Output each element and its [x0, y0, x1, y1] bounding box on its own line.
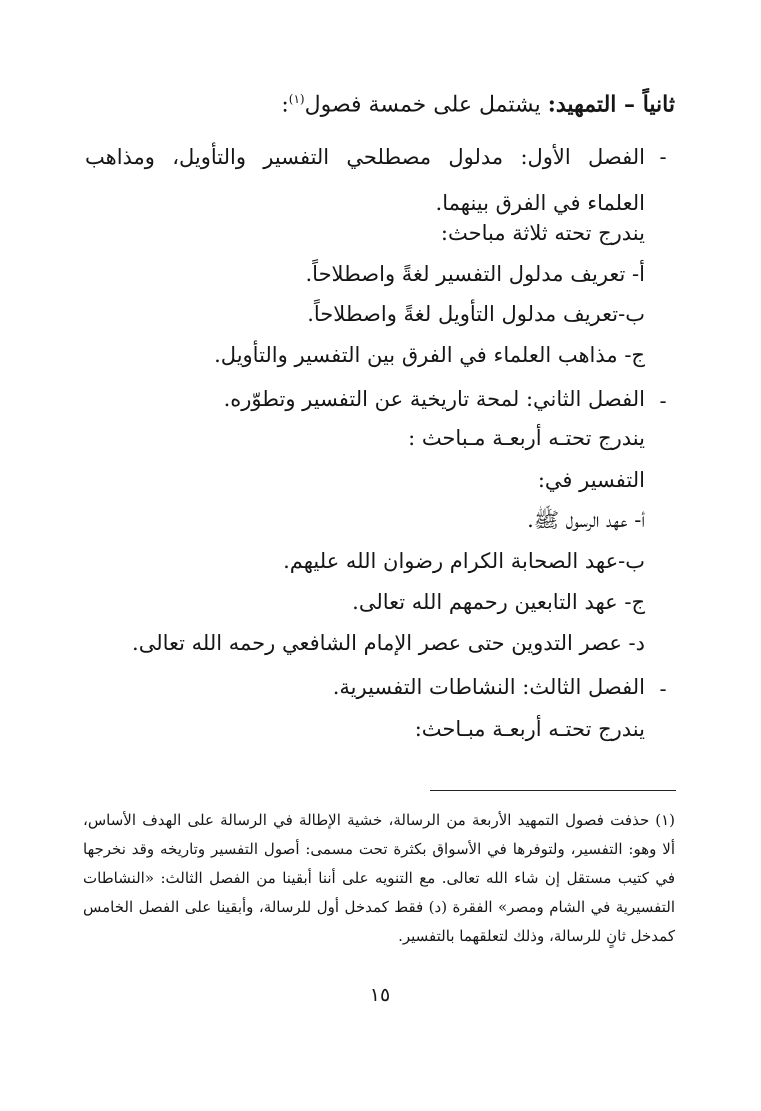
chapter2-item-d: د- عصر التدوين حتى عصر الإمام الشافعي رحمه الله تعالى. — [132, 631, 645, 655]
chapter1-dash: - — [659, 145, 667, 169]
chapter2-item-a: أ- عهد الرسول ﷺ. — [527, 508, 645, 532]
chapter1-intro: يندرج تحته ثلاثة مباحث: — [440, 221, 645, 245]
section-heading — [281, 84, 675, 120]
footnote-text: حذفت فصول التمهيد الأربعة من الرسالة، خشية الإطالة في الرسالة على الهدف الأساس، ألا وهو: التفسير، ولتوفرها في الأسواق بكثرة تحت مسمى: أصول التفسير وتاريخه وقد نخرجها في كتيب مستقل إن شاء الله تعالى. مع التنويه على أننا أبقينا من الفصل الثالث: «النشاطات التفسيرية في الشام ومصر» الفقرة (د) فقط كمدخل أول للرسالة، وأبقينا على الفصل الخامس كمدخل ثانٍ للرسالة، وذلك لتعلقهما بالتفسير. — [83, 811, 675, 945]
chapter1-item-a: أ- تعريف مدلول التفسير لغةً واصطلاحاً. — [305, 262, 645, 286]
page-number: ١٥ — [369, 984, 391, 1006]
heading-colon: : — [281, 92, 289, 118]
chapter1-item-c: ج- مذاهب العلماء في الفرق بين التفسير والتأويل. — [214, 343, 645, 367]
footnote-reference[interactable]: (١) — [288, 92, 305, 106]
chapter1-item-b: ب-تعريف مدلول التأويل لغةً واصطلاحاً. — [307, 302, 645, 326]
footnote-mark: (١) — [655, 811, 675, 829]
heading-bold: ثانياً – التمهيد: — [547, 91, 675, 118]
footnote — [83, 806, 675, 951]
heading-rest: يشتمل على خمسة فصول — [304, 92, 548, 118]
chapter2-item-b: ب-عهد الصحابة الكرام رضوان الله عليهم. — [283, 549, 645, 573]
chapter3-title: الفصل الثالث: النشاطات التفسيرية. — [332, 675, 645, 699]
chapter3-intro: يندرج تحتـه أربعـة مبـاحث: — [414, 717, 645, 741]
chapter3-dash: - — [659, 677, 667, 701]
footnote-divider — [430, 790, 676, 791]
chapter2-item-c: ج- عهد التابعين رحمهم الله تعالى. — [352, 590, 645, 614]
chapter2-intro: يندرج تحتـه أربعـة مـباحث : — [408, 426, 645, 450]
chapter2-title: الفصل الثاني: لمحة تاريخية عن التفسير وتطوّره. — [223, 387, 645, 411]
chapter2-dash: - — [659, 389, 667, 413]
chapter1-title: الفصل الأول: مدلول مصطلحي التفسير والتأويل، ومذاهب العلماء في الفرق بينهما. — [85, 145, 645, 215]
chapter2-lead: التفسير في: — [537, 468, 645, 492]
